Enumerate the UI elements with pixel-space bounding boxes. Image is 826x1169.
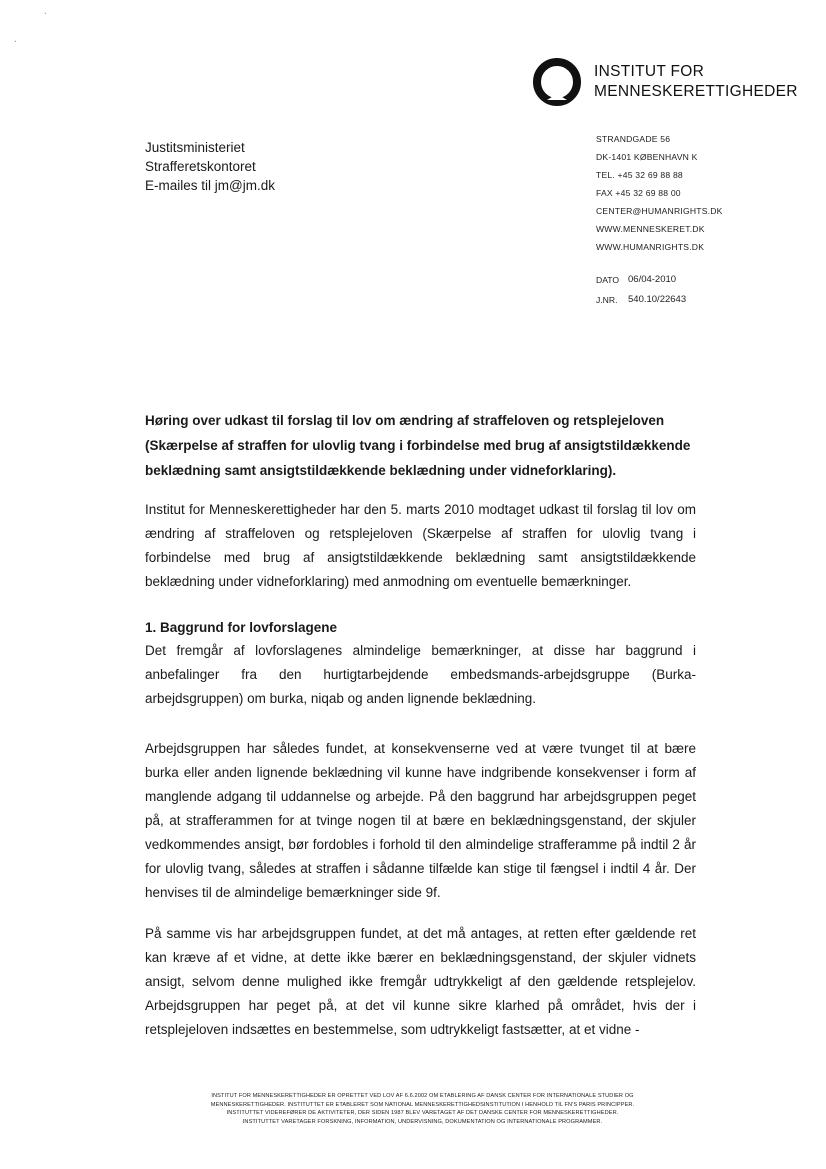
jnr-value: 540.10/22643 <box>628 294 687 305</box>
contact-tel: TEL. +45 32 69 88 88 <box>596 170 683 180</box>
recipient-block <box>145 138 275 195</box>
contact-fax: FAX +45 32 69 88 00 <box>596 188 681 198</box>
scan-mark: ` <box>14 40 17 49</box>
contact-block <box>596 130 723 256</box>
letter-meta <box>596 270 686 310</box>
ring-logo-icon <box>531 56 583 108</box>
date-value: 06/04-2010 <box>628 274 677 285</box>
footer-line2: MENNESKERETTIGHEDER. INSTITUTTET ER ETABLERET SOM NATIONAL MENNESKERETTIGHEDSINSTITUTION I HENHOLD TIL FN'S PARIS PRINCIPPER. <box>210 1101 635 1108</box>
institution-name-line2: MENNESKERETTIGHEDER <box>594 83 798 100</box>
recipient-line2: Strafferetskontoret <box>145 159 256 174</box>
institution-name-line1: INSTITUT FOR <box>594 63 705 80</box>
date-row <box>596 270 686 290</box>
footer-line4: INSTITUTTET VARETAGER FORSKNING, INFORMATION, UNDERVISNING, DOKUMENTATION OG INTERNATIONALE PROGRAMMER. <box>242 1118 603 1125</box>
section-heading: 1. Baggrund for lovforslagene <box>145 620 338 635</box>
date-label: DATO <box>596 275 620 285</box>
recipient-email-line: E-mailes til jm@jm.dk <box>145 178 275 193</box>
document-title: Høring over udkast til forslag til lov om ændring af straffeloven og retsplejeloven (Skærpelse af straffen for ulovlig tvang i forbindelse med brug af ansigtstildækkende beklædning samt ansigtstildækkende beklædning under vidneforklaring). <box>145 413 691 478</box>
footer-line3: INSTITUTTET VIDEREFØRER DE AKTIVITETER, DER SIDEN 1987 BLEV VARETAGET AF DET DANSKE CENTER FOR MENNESKERETTIGHEDER. <box>226 1110 619 1116</box>
institution-name <box>594 62 798 102</box>
recipient-line1: Justitsministeriet <box>145 140 245 155</box>
page-footer <box>150 1092 695 1126</box>
footer-line1: INSTITUT FOR MENNESKERETTIGHEDER ER OPRETTET VED LOV AF 6.6.2002 OM ETABLERING AF DANSK CENTER FOR INTERNATIONALE STUDIER OG <box>211 1093 634 1099</box>
paragraph-intro: Institut for Menneskerettigheder har den 5. marts 2010 modtaget udkast til forslag til lov om ændring af straffeloven og retsplejeloven (Skærpelse af straffen for ulovlig tvang i forbindelse med brug af ansigtstildækkende beklædning samt ansigtstildækkende beklædning under vidneforklaring) med anmodning om eventuelle bemærkninger. <box>145 502 696 589</box>
contact-web2: WWW.HUMANRIGHTS.DK <box>596 242 705 252</box>
scan-mark: ` <box>44 12 47 21</box>
jnr-label: J.NR. <box>596 295 618 305</box>
contact-web1: WWW.MENNESKERET.DK <box>596 224 705 234</box>
paragraph-working-group: Arbejdsgruppen har således fundet, at konsekvenserne ved at være tvunget til at bære burka eller anden lignende beklædning vil kunne have indgribende konsekvenser i form af manglende adgang til uddannelse og arbejde. På den baggrund har arbejdsgruppen peget på, at strafferammen for at tvinge nogen til at bære en beklædningsgenstand, der skjuler vedkommendes ansigt, bør fordobles i forhold til den almindelige strafferamme på indtil 2 år for ulovlig tvang, således at straffen i sådanne tilfælde kan stige til fængsel i indtil 4 år. Der henvises til de almindelige bemærkninger side 9f. <box>145 741 696 900</box>
jnr-row <box>596 290 686 310</box>
paragraph-witness: På samme vis har arbejdsgruppen fundet, at det må antages, at retten efter gældende ret kan kræve af et vidne, at dette ikke bærer en beklædningsgenstand, der skjuler vidnets ansigt, selvom denne mulighed ikke fremgår udtrykkeligt af den gældende retsplejelov. Arbejdsgruppen har peget på, at det vil kunne sikre klarhed på området, hvis der i retsplejeloven indsættes en bestemmelse, som udtrykkeligt fastsætter, at et vidne - <box>145 926 696 1037</box>
paragraph-background: Det fremgår af lovforslagenes almindelige bemærkninger, at disse har baggrund i anbefalinger fra den hurtigtarbejdende embedsmands-arbejdsgruppe (Burka-arbejdsgruppen) om burka, niqab og anden lignende beklædning. <box>145 643 696 706</box>
contact-address: STRANDGADE 56 <box>596 134 671 144</box>
contact-city: DK-1401 KØBENHAVN K <box>596 152 698 162</box>
contact-email: CENTER@HUMANRIGHTS.DK <box>596 206 723 216</box>
